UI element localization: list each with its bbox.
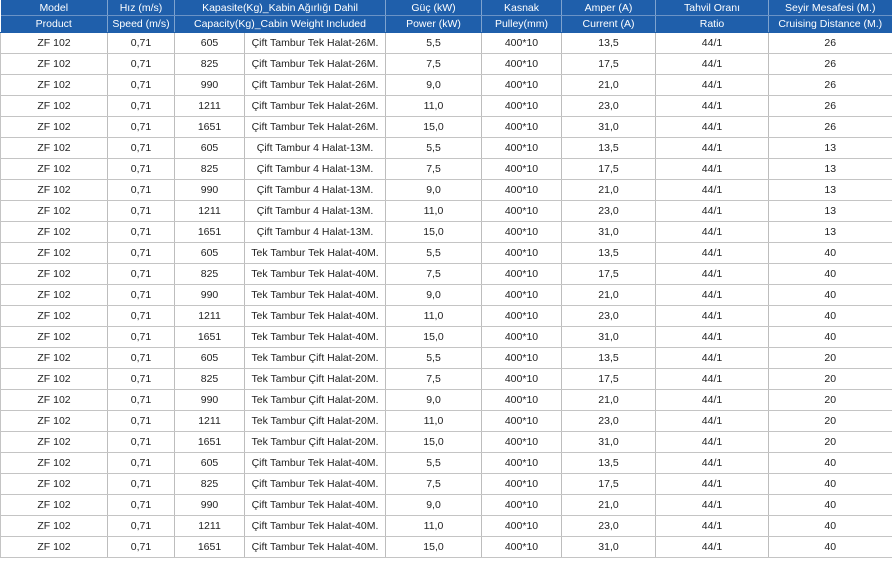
cell-pulley: 400*10 xyxy=(482,537,562,558)
header-ratio-en: Ratio xyxy=(656,16,769,33)
cell-distance: 13 xyxy=(769,222,892,243)
cell-rope-config: Tek Tambur Tek Halat-40M. xyxy=(245,327,386,348)
header-speed-en: Speed (m/s) xyxy=(108,16,175,33)
table-row xyxy=(1,159,892,180)
table-row xyxy=(1,117,892,138)
cell-distance: 20 xyxy=(769,411,892,432)
cell-ratio: 44/1 xyxy=(656,348,769,369)
cell-current: 17,5 xyxy=(562,159,656,180)
cell-ratio: 44/1 xyxy=(656,201,769,222)
cell-model: ZF 102 xyxy=(1,75,108,96)
cell-current: 13,5 xyxy=(562,33,656,54)
table-row xyxy=(1,243,892,264)
cell-current: 17,5 xyxy=(562,474,656,495)
cell-current: 13,5 xyxy=(562,138,656,159)
table-row xyxy=(1,516,892,537)
cell-power: 15,0 xyxy=(386,432,482,453)
cell-model: ZF 102 xyxy=(1,495,108,516)
cell-speed: 0,71 xyxy=(108,537,175,558)
cell-rope-config: Çift Tambur Tek Halat-26M. xyxy=(245,75,386,96)
cell-current: 31,0 xyxy=(562,327,656,348)
cell-distance: 40 xyxy=(769,285,892,306)
cell-pulley: 400*10 xyxy=(482,348,562,369)
cell-ratio: 44/1 xyxy=(656,264,769,285)
cell-pulley: 400*10 xyxy=(482,390,562,411)
cell-rope-config: Tek Tambur Çift Halat-20M. xyxy=(245,432,386,453)
cell-speed: 0,71 xyxy=(108,306,175,327)
cell-power: 15,0 xyxy=(386,117,482,138)
cell-rope-config: Çift Tambur Tek Halat-26M. xyxy=(245,54,386,75)
cell-model: ZF 102 xyxy=(1,369,108,390)
table-row xyxy=(1,411,892,432)
cell-distance: 26 xyxy=(769,54,892,75)
cell-model: ZF 102 xyxy=(1,474,108,495)
cell-speed: 0,71 xyxy=(108,180,175,201)
table-row xyxy=(1,453,892,474)
cell-ratio: 44/1 xyxy=(656,432,769,453)
cell-pulley: 400*10 xyxy=(482,54,562,75)
cell-capacity: 990 xyxy=(175,180,245,201)
table-row xyxy=(1,33,892,54)
cell-distance: 26 xyxy=(769,96,892,117)
table-row xyxy=(1,138,892,159)
cell-rope-config: Tek Tambur Tek Halat-40M. xyxy=(245,285,386,306)
cell-ratio: 44/1 xyxy=(656,159,769,180)
cell-pulley: 400*10 xyxy=(482,180,562,201)
cell-rope-config: Çift Tambur 4 Halat-13M. xyxy=(245,180,386,201)
cell-rope-config: Çift Tambur 4 Halat-13M. xyxy=(245,159,386,180)
cell-model: ZF 102 xyxy=(1,243,108,264)
table-row xyxy=(1,327,892,348)
cell-rope-config: Çift Tambur 4 Halat-13M. xyxy=(245,222,386,243)
cell-rope-config: Çift Tambur Tek Halat-40M. xyxy=(245,537,386,558)
cell-ratio: 44/1 xyxy=(656,285,769,306)
cell-power: 11,0 xyxy=(386,201,482,222)
cell-current: 21,0 xyxy=(562,180,656,201)
cell-capacity: 1211 xyxy=(175,201,245,222)
header-product: Product xyxy=(1,16,108,33)
table-row xyxy=(1,222,892,243)
header-speed: Hız (m/s) xyxy=(108,0,175,16)
cell-speed: 0,71 xyxy=(108,348,175,369)
cell-model: ZF 102 xyxy=(1,432,108,453)
cell-power: 7,5 xyxy=(386,54,482,75)
table-row xyxy=(1,369,892,390)
cell-capacity: 1651 xyxy=(175,537,245,558)
cell-model: ZF 102 xyxy=(1,96,108,117)
cell-power: 11,0 xyxy=(386,96,482,117)
cell-speed: 0,71 xyxy=(108,117,175,138)
cell-current: 23,0 xyxy=(562,411,656,432)
cell-model: ZF 102 xyxy=(1,117,108,138)
cell-current: 23,0 xyxy=(562,306,656,327)
cell-ratio: 44/1 xyxy=(656,537,769,558)
cell-current: 31,0 xyxy=(562,432,656,453)
cell-model: ZF 102 xyxy=(1,33,108,54)
table-row xyxy=(1,432,892,453)
cell-ratio: 44/1 xyxy=(656,117,769,138)
cell-model: ZF 102 xyxy=(1,327,108,348)
cell-capacity: 1211 xyxy=(175,411,245,432)
cell-model: ZF 102 xyxy=(1,516,108,537)
cell-distance: 40 xyxy=(769,264,892,285)
cell-distance: 20 xyxy=(769,369,892,390)
cell-pulley: 400*10 xyxy=(482,222,562,243)
cell-distance: 13 xyxy=(769,201,892,222)
table-row xyxy=(1,474,892,495)
cell-ratio: 44/1 xyxy=(656,474,769,495)
cell-pulley: 400*10 xyxy=(482,33,562,54)
cell-capacity: 990 xyxy=(175,495,245,516)
cell-rope-config: Tek Tambur Çift Halat-20M. xyxy=(245,390,386,411)
cell-model: ZF 102 xyxy=(1,138,108,159)
cell-speed: 0,71 xyxy=(108,159,175,180)
cell-current: 21,0 xyxy=(562,285,656,306)
cell-current: 17,5 xyxy=(562,369,656,390)
cell-current: 21,0 xyxy=(562,75,656,96)
cell-capacity: 1651 xyxy=(175,327,245,348)
cell-rope-config: Çift Tambur Tek Halat-40M. xyxy=(245,474,386,495)
header-pulley: Kasnak xyxy=(482,0,562,16)
cell-capacity: 990 xyxy=(175,285,245,306)
cell-model: ZF 102 xyxy=(1,264,108,285)
cell-ratio: 44/1 xyxy=(656,306,769,327)
cell-speed: 0,71 xyxy=(108,222,175,243)
cell-distance: 20 xyxy=(769,390,892,411)
cell-capacity: 825 xyxy=(175,264,245,285)
cell-distance: 40 xyxy=(769,327,892,348)
cell-ratio: 44/1 xyxy=(656,33,769,54)
cell-distance: 26 xyxy=(769,75,892,96)
cell-current: 21,0 xyxy=(562,495,656,516)
cell-power: 9,0 xyxy=(386,390,482,411)
cell-distance: 13 xyxy=(769,159,892,180)
cell-model: ZF 102 xyxy=(1,180,108,201)
cell-ratio: 44/1 xyxy=(656,96,769,117)
cell-speed: 0,71 xyxy=(108,453,175,474)
cell-pulley: 400*10 xyxy=(482,432,562,453)
cell-distance: 40 xyxy=(769,495,892,516)
cell-distance: 26 xyxy=(769,33,892,54)
cell-speed: 0,71 xyxy=(108,33,175,54)
cell-current: 17,5 xyxy=(562,264,656,285)
cell-pulley: 400*10 xyxy=(482,243,562,264)
cell-power: 11,0 xyxy=(386,516,482,537)
cell-pulley: 400*10 xyxy=(482,327,562,348)
cell-capacity: 825 xyxy=(175,159,245,180)
cell-rope-config: Çift Tambur Tek Halat-40M. xyxy=(245,516,386,537)
cell-distance: 40 xyxy=(769,537,892,558)
cell-distance: 13 xyxy=(769,138,892,159)
header-distance: Seyir Mesafesi (M.) xyxy=(769,0,892,16)
cell-capacity: 1651 xyxy=(175,117,245,138)
cell-ratio: 44/1 xyxy=(656,411,769,432)
cell-ratio: 44/1 xyxy=(656,390,769,411)
cell-rope-config: Çift Tambur Tek Halat-26M. xyxy=(245,117,386,138)
cell-speed: 0,71 xyxy=(108,432,175,453)
cell-speed: 0,71 xyxy=(108,474,175,495)
cell-capacity: 1651 xyxy=(175,432,245,453)
table-row xyxy=(1,537,892,558)
cell-distance: 40 xyxy=(769,306,892,327)
cell-speed: 0,71 xyxy=(108,327,175,348)
header-row-turkish xyxy=(1,0,892,16)
cell-rope-config: Çift Tambur Tek Halat-26M. xyxy=(245,96,386,117)
cell-model: ZF 102 xyxy=(1,390,108,411)
cell-current: 31,0 xyxy=(562,117,656,138)
cell-speed: 0,71 xyxy=(108,390,175,411)
cell-pulley: 400*10 xyxy=(482,201,562,222)
cell-distance: 20 xyxy=(769,348,892,369)
cell-rope-config: Çift Tambur Tek Halat-40M. xyxy=(245,495,386,516)
cell-speed: 0,71 xyxy=(108,495,175,516)
cell-ratio: 44/1 xyxy=(656,243,769,264)
cell-rope-config: Çift Tambur 4 Halat-13M. xyxy=(245,201,386,222)
cell-ratio: 44/1 xyxy=(656,369,769,390)
cell-power: 5,5 xyxy=(386,138,482,159)
cell-power: 5,5 xyxy=(386,243,482,264)
cell-speed: 0,71 xyxy=(108,75,175,96)
cell-capacity: 1211 xyxy=(175,96,245,117)
cell-model: ZF 102 xyxy=(1,201,108,222)
header-current: Amper (A) xyxy=(562,0,656,16)
header-capacity: Kapasite(Kg)_Kabin Ağırlığı Dahil xyxy=(175,0,386,16)
cell-pulley: 400*10 xyxy=(482,411,562,432)
cell-ratio: 44/1 xyxy=(656,453,769,474)
cell-rope-config: Tek Tambur Tek Halat-40M. xyxy=(245,264,386,285)
cell-capacity: 825 xyxy=(175,369,245,390)
cell-power: 15,0 xyxy=(386,327,482,348)
cell-distance: 40 xyxy=(769,474,892,495)
cell-speed: 0,71 xyxy=(108,201,175,222)
cell-speed: 0,71 xyxy=(108,264,175,285)
cell-rope-config: Çift Tambur Tek Halat-26M. xyxy=(245,33,386,54)
cell-current: 23,0 xyxy=(562,96,656,117)
cell-model: ZF 102 xyxy=(1,54,108,75)
cell-current: 17,5 xyxy=(562,54,656,75)
cell-model: ZF 102 xyxy=(1,453,108,474)
header-ratio: Tahvil Oranı xyxy=(656,0,769,16)
cell-capacity: 990 xyxy=(175,390,245,411)
table-row xyxy=(1,96,892,117)
header-pulley-en: Pulley(mm) xyxy=(482,16,562,33)
header-capacity-en: Capacity(Kg)_Cabin Weight Included xyxy=(175,16,386,33)
cell-current: 13,5 xyxy=(562,348,656,369)
cell-pulley: 400*10 xyxy=(482,138,562,159)
cell-speed: 0,71 xyxy=(108,411,175,432)
cell-distance: 26 xyxy=(769,117,892,138)
cell-capacity: 605 xyxy=(175,243,245,264)
cell-pulley: 400*10 xyxy=(482,453,562,474)
cell-capacity: 605 xyxy=(175,138,245,159)
cell-power: 11,0 xyxy=(386,306,482,327)
cell-ratio: 44/1 xyxy=(656,495,769,516)
cell-power: 9,0 xyxy=(386,495,482,516)
cell-model: ZF 102 xyxy=(1,411,108,432)
cell-current: 23,0 xyxy=(562,201,656,222)
cell-ratio: 44/1 xyxy=(656,516,769,537)
cell-capacity: 1211 xyxy=(175,516,245,537)
cell-current: 23,0 xyxy=(562,516,656,537)
cell-pulley: 400*10 xyxy=(482,264,562,285)
cell-pulley: 400*10 xyxy=(482,306,562,327)
cell-rope-config: Tek Tambur Çift Halat-20M. xyxy=(245,348,386,369)
cell-model: ZF 102 xyxy=(1,159,108,180)
table-row xyxy=(1,495,892,516)
cell-model: ZF 102 xyxy=(1,348,108,369)
cell-pulley: 400*10 xyxy=(482,495,562,516)
cell-model: ZF 102 xyxy=(1,222,108,243)
table-row xyxy=(1,75,892,96)
table-row xyxy=(1,390,892,411)
cell-power: 7,5 xyxy=(386,474,482,495)
cell-rope-config: Çift Tambur Tek Halat-40M. xyxy=(245,453,386,474)
cell-pulley: 400*10 xyxy=(482,96,562,117)
table-row xyxy=(1,201,892,222)
cell-power: 7,5 xyxy=(386,264,482,285)
cell-speed: 0,71 xyxy=(108,54,175,75)
cell-capacity: 605 xyxy=(175,33,245,54)
header-current-en: Current (A) xyxy=(562,16,656,33)
cell-ratio: 44/1 xyxy=(656,180,769,201)
cell-current: 31,0 xyxy=(562,537,656,558)
cell-distance: 40 xyxy=(769,453,892,474)
header-power-en: Power (kW) xyxy=(386,16,482,33)
cell-distance: 40 xyxy=(769,516,892,537)
cell-capacity: 1651 xyxy=(175,222,245,243)
cell-current: 13,5 xyxy=(562,243,656,264)
table-row xyxy=(1,264,892,285)
cell-pulley: 400*10 xyxy=(482,474,562,495)
table-row xyxy=(1,285,892,306)
cell-speed: 0,71 xyxy=(108,516,175,537)
cell-speed: 0,71 xyxy=(108,96,175,117)
cell-capacity: 825 xyxy=(175,474,245,495)
cell-distance: 20 xyxy=(769,432,892,453)
cell-pulley: 400*10 xyxy=(482,159,562,180)
cell-capacity: 825 xyxy=(175,54,245,75)
table-row xyxy=(1,306,892,327)
table-row xyxy=(1,348,892,369)
cell-ratio: 44/1 xyxy=(656,327,769,348)
header-distance-en: Cruising Distance (M.) xyxy=(769,16,892,33)
cell-capacity: 605 xyxy=(175,453,245,474)
cell-current: 21,0 xyxy=(562,390,656,411)
cell-rope-config: Tek Tambur Çift Halat-20M. xyxy=(245,369,386,390)
cell-power: 9,0 xyxy=(386,75,482,96)
header-row-english xyxy=(1,16,892,33)
cell-ratio: 44/1 xyxy=(656,138,769,159)
table-row xyxy=(1,180,892,201)
cell-power: 5,5 xyxy=(386,453,482,474)
cell-model: ZF 102 xyxy=(1,306,108,327)
cell-speed: 0,71 xyxy=(108,285,175,306)
header-model: Model xyxy=(1,0,108,16)
cell-rope-config: Tek Tambur Çift Halat-20M. xyxy=(245,411,386,432)
cell-current: 31,0 xyxy=(562,222,656,243)
cell-rope-config: Tek Tambur Tek Halat-40M. xyxy=(245,243,386,264)
cell-rope-config: Çift Tambur 4 Halat-13M. xyxy=(245,138,386,159)
cell-speed: 0,71 xyxy=(108,138,175,159)
cell-distance: 13 xyxy=(769,180,892,201)
cell-capacity: 605 xyxy=(175,348,245,369)
cell-power: 15,0 xyxy=(386,222,482,243)
cell-pulley: 400*10 xyxy=(482,285,562,306)
cell-speed: 0,71 xyxy=(108,243,175,264)
cell-ratio: 44/1 xyxy=(656,75,769,96)
cell-power: 11,0 xyxy=(386,411,482,432)
cell-pulley: 400*10 xyxy=(482,75,562,96)
cell-speed: 0,71 xyxy=(108,369,175,390)
cell-pulley: 400*10 xyxy=(482,369,562,390)
cell-ratio: 44/1 xyxy=(656,222,769,243)
table-row xyxy=(1,54,892,75)
cell-power: 9,0 xyxy=(386,285,482,306)
cell-pulley: 400*10 xyxy=(482,516,562,537)
cell-current: 13,5 xyxy=(562,453,656,474)
cell-model: ZF 102 xyxy=(1,285,108,306)
cell-power: 7,5 xyxy=(386,369,482,390)
cell-capacity: 990 xyxy=(175,75,245,96)
cell-power: 9,0 xyxy=(386,180,482,201)
cell-distance: 40 xyxy=(769,243,892,264)
cell-power: 7,5 xyxy=(386,159,482,180)
cell-capacity: 1211 xyxy=(175,306,245,327)
cell-model: ZF 102 xyxy=(1,537,108,558)
header-power: Güç (kW) xyxy=(386,0,482,16)
cell-pulley: 400*10 xyxy=(482,117,562,138)
cell-power: 5,5 xyxy=(386,33,482,54)
cell-rope-config: Tek Tambur Tek Halat-40M. xyxy=(245,306,386,327)
table-body xyxy=(1,33,892,558)
cell-power: 15,0 xyxy=(386,537,482,558)
cell-power: 5,5 xyxy=(386,348,482,369)
cell-ratio: 44/1 xyxy=(656,54,769,75)
